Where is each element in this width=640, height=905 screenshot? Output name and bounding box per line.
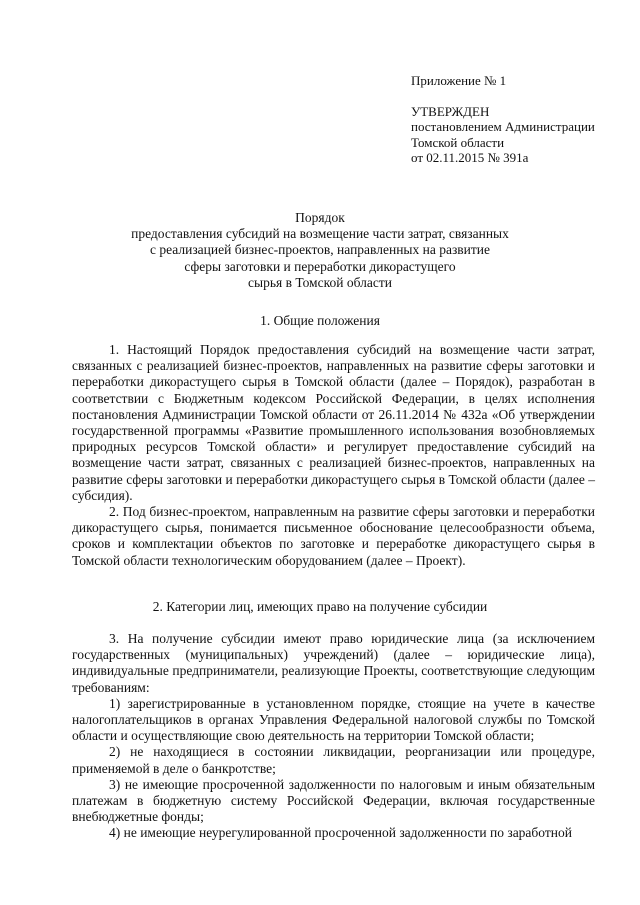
paragraph: 2. Под бизнес-проектом, направленным на развитие сферы заготовки и переработки дикорастущего сырья, понимается письменное обоснование целесообразности объема, сроков и комплектации объектов по заготовке и переработке дикорастущего сырья в Томской области технологическим оборудованием (далее – Проект). (72, 504, 595, 568)
title-line: предоставления субсидий на возмещение части затрат, связанных (131, 226, 509, 242)
paragraph: 3. На получение субсидии имеют право юридические лица (за исключением государственных (муниципальных) учреждений) (далее – юридические лица), индивидуальные предприниматели, реализующие Проекты, соответствующие следующим требованиям: (72, 631, 595, 695)
approval-line: от 02.11.2015 № 391а (411, 150, 529, 165)
list-item: 2) не находящиеся в состоянии ликвидации, реорганизации или процедуре, применяемой в деле о банкротстве; (72, 744, 595, 776)
document-title (60, 210, 580, 291)
approval-line: Томской области (411, 134, 505, 150)
spacer (411, 89, 595, 104)
title-line: сферы заготовки и переработки дикорастущего (184, 258, 456, 274)
title-line: Порядок (295, 210, 345, 225)
title-line: сырья в Томской области (248, 274, 392, 290)
list-item: 3) не имеющие просроченной задолженности по налоговым и иным обязательным платежам в бюджетную систему Российской Федерации, включая государственные внебюджетные фонды; (72, 776, 595, 825)
paragraph: 1. Настоящий Порядок предоставления субсидий на возмещение части затрат, связанных с реализацией бизнес-проектов, направленных на развитие сферы заготовки и переработки дикорастущего сырья в Томской области (далее – Порядок), разработан в соответствии с Бюджетным кодексом Российской Федерации, в целях исполнения постановления Администрации Томской области от 26.11.2014 № 432а «Об утверждении государственной программы «Развитие промышленного использования возобновляемых природных ресурсов Томской области» и регулирует предоставление субсидий на возмещение части затрат, связанных с реализацией бизнес-проектов, направленных на развитие сферы заготовки и переработки дикорастущего сырья в Томской области (далее – субсидия). (72, 342, 595, 503)
list-item: 4) не имеющие неурегулированной просроченной задолженности по заработной (109, 825, 572, 841)
title-line: с реализацией бизнес-проектов, направленных на развитие (150, 242, 490, 258)
appendix-label: Приложение № 1 (411, 73, 507, 88)
section-heading-1: 1. Общие положения (260, 313, 380, 328)
section-1-body (72, 342, 595, 569)
section-2-body (72, 631, 595, 842)
section-heading-2: 2. Категории лиц, имеющих право на получение субсидии (152, 599, 488, 614)
list-item: 1) зарегистрированные в установленном порядке, стоящие на учете в качестве налогоплательщиков в органах Управления Федеральной налоговой службы по Томской области и осуществляющие свою деятельность на территории Томской области; (72, 695, 595, 744)
approval-block (411, 73, 595, 166)
approval-line: постановлением Администрации (411, 119, 595, 134)
approved-stamp: УТВЕРЖДЕН (411, 103, 490, 119)
